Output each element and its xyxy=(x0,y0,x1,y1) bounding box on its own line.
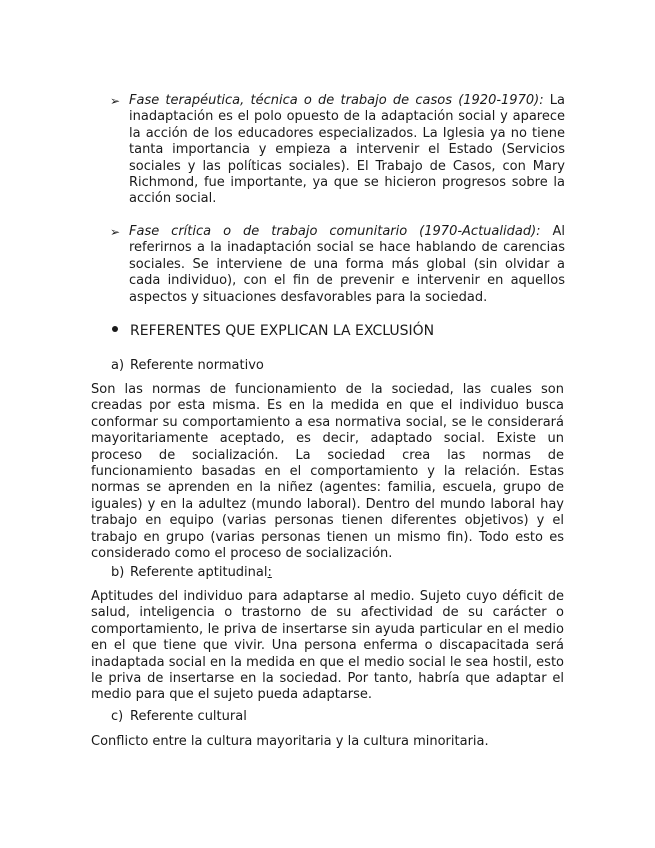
referent-heading-normative xyxy=(111,358,264,374)
referent-label: Referente cultural xyxy=(130,709,247,724)
phase-item-therapeutic xyxy=(110,93,565,208)
referent-suffix: : xyxy=(267,565,272,580)
phase-text xyxy=(129,224,565,306)
referent-letter: c) xyxy=(111,709,124,724)
referent-label: Referente normativo xyxy=(130,358,264,373)
phase-title: Fase crítica o de trabajo comunitario (1970-Actualidad): xyxy=(129,224,541,239)
phase-text xyxy=(129,93,565,208)
referent-heading-aptitudinal xyxy=(111,565,272,581)
arrow-bullet-icon: ➢ xyxy=(110,94,121,108)
phase-body: La inadaptación es el polo opuesto de la adaptación social y aparece la acción de los educadores especializados. La Iglesia ya no tiene tanta importancia y empieza a intervenir el Estado (Servicios sociales y las políticas sociales). El Trabajo de Casos, con Mary Richmond, fue importante, ya que se hicieron progresos sobre la acción social. xyxy=(129,93,565,207)
referent-heading-cultural xyxy=(111,709,247,725)
phase-item-critical xyxy=(110,224,565,306)
referent-paragraph-cultural: Conflicto entre la cultura mayoritaria y la cultura minoritaria. xyxy=(91,734,489,749)
referent-label: Referente aptitudinal xyxy=(130,565,268,580)
arrow-bullet-icon: ➢ xyxy=(110,225,121,239)
phase-title: Fase terapéutica, técnica o de trabajo de casos (1920-1970): xyxy=(129,93,544,108)
phase-body: Al referirnos a la inadaptación social se hace hablando de carencias sociales. Se interviene de una forma más global (sin olvidar a cada individuo), con el fin de prevenir e intervenir en aquellos aspectos y situaciones desfavorables para la sociedad. xyxy=(129,224,566,305)
referent-letter: b) xyxy=(111,565,125,580)
referent-paragraph-aptitudinal: Aptitudes del individuo para adaptarse al medio. Sujeto cuyo déficit de salud, inteligencia o trastorno de su afectividad de su carácter o comportamiento, le priva de insertarse sin ayuda particular en el medio en el que tiene que vivir. Una persona enferma o discapacitada será inadaptada social en la medida en que el medio social le sea hostil, esto le priva de insertarse en la sociedad. Por tanto, habría que adaptar el medio para que el sujeto pueda adaptarse. xyxy=(91,589,564,703)
bullet-dot-icon xyxy=(112,326,118,332)
referent-paragraph-normative: Son las normas de funcionamiento de la sociedad, las cuales son creadas por esta misma. Es en la medida en que el individuo busca conformar su comportamiento a esa normativa social, se le considerará mayoritariamente aceptado, es decir, adaptado social. Existe un proceso de socialización. La sociedad crea las normas de funcionamiento basadas en el comportamiento y la relación. Estas normas se aprenden en la niñez (agentes: familia, escuela, grupo de iguales) y en la adultez (mundo laboral). Dentro del mundo laboral hay trabajo en equipo (varias personas tienen diferentes objetivos) y el trabajo en grupo (varias personas tienen un mismo fin). Todo esto es considerado como el proceso de socialización. xyxy=(91,382,564,562)
section-heading-text: REFERENTES QUE EXPLICAN LA EXCLUSIÓN xyxy=(130,323,435,339)
section-heading xyxy=(112,322,434,340)
referent-letter: a) xyxy=(111,358,125,373)
